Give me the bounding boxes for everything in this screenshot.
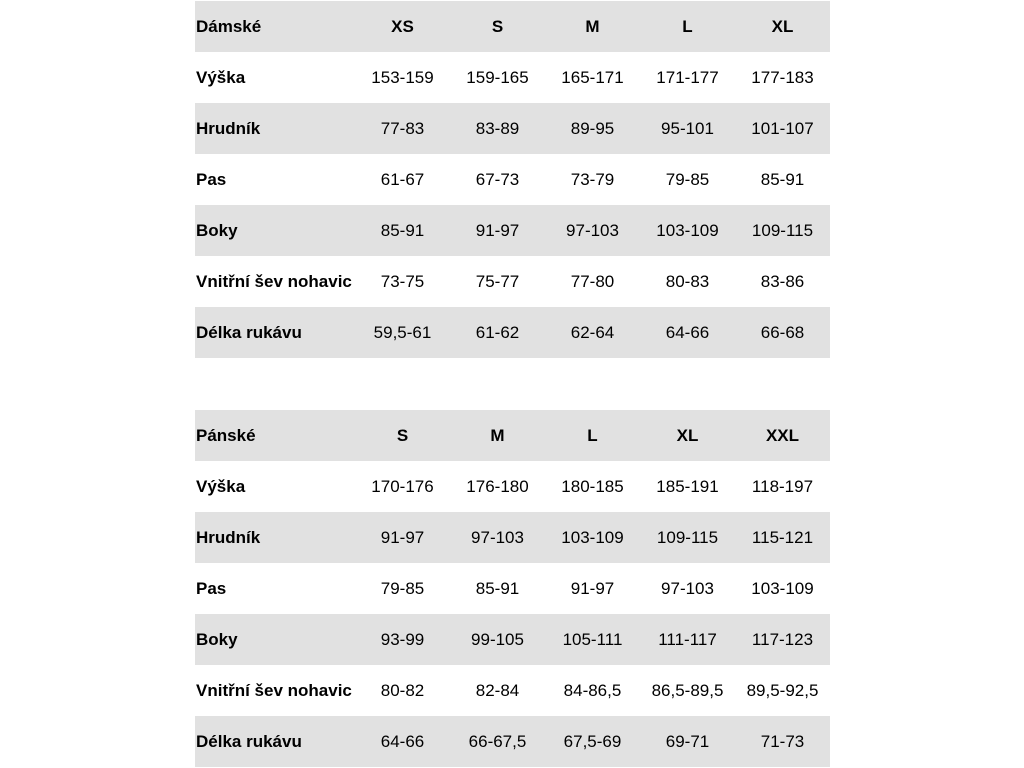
table-cell: 62-64 <box>545 307 640 358</box>
table-cell: 153-159 <box>355 52 450 103</box>
size-header: XS <box>355 1 450 52</box>
row-label: Pas <box>195 154 355 205</box>
row-label: Délka rukávu <box>195 307 355 358</box>
row-label: Hrudník <box>195 103 355 154</box>
table-row <box>195 307 830 358</box>
table-cell: 85-91 <box>355 205 450 256</box>
table-cell: 101-107 <box>735 103 830 154</box>
table-cell: 177-183 <box>735 52 830 103</box>
table-title: Pánské <box>195 410 355 461</box>
size-header: L <box>545 410 640 461</box>
table-cell: 67,5-69 <box>545 716 640 767</box>
row-label: Hrudník <box>195 512 355 563</box>
table-cell: 109-115 <box>735 205 830 256</box>
table-row <box>195 461 830 512</box>
table-cell: 170-176 <box>355 461 450 512</box>
table-cell: 66-67,5 <box>450 716 545 767</box>
table-cell: 99-105 <box>450 614 545 665</box>
table-cell: 103-109 <box>735 563 830 614</box>
table-cell: 83-86 <box>735 256 830 307</box>
table-cell: 79-85 <box>640 154 735 205</box>
table-cell: 117-123 <box>735 614 830 665</box>
table-cell: 97-103 <box>450 512 545 563</box>
table-cell: 83-89 <box>450 103 545 154</box>
table-row <box>195 205 830 256</box>
table-cell: 103-109 <box>640 205 735 256</box>
table-cell: 59,5-61 <box>355 307 450 358</box>
table-cell: 97-103 <box>640 563 735 614</box>
table-cell: 91-97 <box>450 205 545 256</box>
table-cell: 64-66 <box>355 716 450 767</box>
table-row <box>195 52 830 103</box>
table-cell: 77-80 <box>545 256 640 307</box>
size-header: L <box>640 1 735 52</box>
table-cell: 80-82 <box>355 665 450 716</box>
table-cell: 73-79 <box>545 154 640 205</box>
size-header: XXL <box>735 410 830 461</box>
table-cell: 103-109 <box>545 512 640 563</box>
size-header: S <box>355 410 450 461</box>
table-cell: 82-84 <box>450 665 545 716</box>
row-label: Vnitřní šev nohavic <box>195 256 355 307</box>
table-cell: 109-115 <box>640 512 735 563</box>
row-label: Délka rukávu <box>195 716 355 767</box>
table-header-row <box>195 1 830 52</box>
size-header: S <box>450 1 545 52</box>
table-cell: 80-83 <box>640 256 735 307</box>
table-row <box>195 665 830 716</box>
table-title: Dámské <box>195 1 355 52</box>
row-label: Výška <box>195 52 355 103</box>
table-cell: 77-83 <box>355 103 450 154</box>
table-cell: 64-66 <box>640 307 735 358</box>
table-row <box>195 103 830 154</box>
table-row <box>195 614 830 665</box>
table-row <box>195 716 830 767</box>
row-label: Vnitřní šev nohavic <box>195 665 355 716</box>
row-label: Boky <box>195 614 355 665</box>
table-cell: 180-185 <box>545 461 640 512</box>
table-cell: 67-73 <box>450 154 545 205</box>
table-row <box>195 563 830 614</box>
table-cell: 69-71 <box>640 716 735 767</box>
table-cell: 97-103 <box>545 205 640 256</box>
table-cell: 111-117 <box>640 614 735 665</box>
table-cell: 171-177 <box>640 52 735 103</box>
table-cell: 165-171 <box>545 52 640 103</box>
row-label: Pas <box>195 563 355 614</box>
table-cell: 176-180 <box>450 461 545 512</box>
table-cell: 66-68 <box>735 307 830 358</box>
table-cell: 95-101 <box>640 103 735 154</box>
table-row <box>195 256 830 307</box>
size-header: M <box>450 410 545 461</box>
table-cell: 105-111 <box>545 614 640 665</box>
table-row <box>195 154 830 205</box>
table-cell: 85-91 <box>450 563 545 614</box>
table-header-row <box>195 410 830 461</box>
table-cell: 79-85 <box>355 563 450 614</box>
women-size-table <box>195 1 830 358</box>
table-cell: 86,5-89,5 <box>640 665 735 716</box>
table-cell: 71-73 <box>735 716 830 767</box>
table-cell: 91-97 <box>545 563 640 614</box>
table-row <box>195 512 830 563</box>
table-cell: 73-75 <box>355 256 450 307</box>
size-header: XL <box>640 410 735 461</box>
table-cell: 85-91 <box>735 154 830 205</box>
table-cell: 75-77 <box>450 256 545 307</box>
size-header: XL <box>735 1 830 52</box>
row-label: Boky <box>195 205 355 256</box>
table-cell: 159-165 <box>450 52 545 103</box>
table-cell: 91-97 <box>355 512 450 563</box>
table-cell: 115-121 <box>735 512 830 563</box>
table-cell: 84-86,5 <box>545 665 640 716</box>
size-header: M <box>545 1 640 52</box>
table-cell: 89,5-92,5 <box>735 665 830 716</box>
table-cell: 89-95 <box>545 103 640 154</box>
table-cell: 61-67 <box>355 154 450 205</box>
table-cell: 61-62 <box>450 307 545 358</box>
men-size-table <box>195 410 830 767</box>
table-cell: 118-197 <box>735 461 830 512</box>
table-cell: 185-191 <box>640 461 735 512</box>
table-cell: 93-99 <box>355 614 450 665</box>
row-label: Výška <box>195 461 355 512</box>
